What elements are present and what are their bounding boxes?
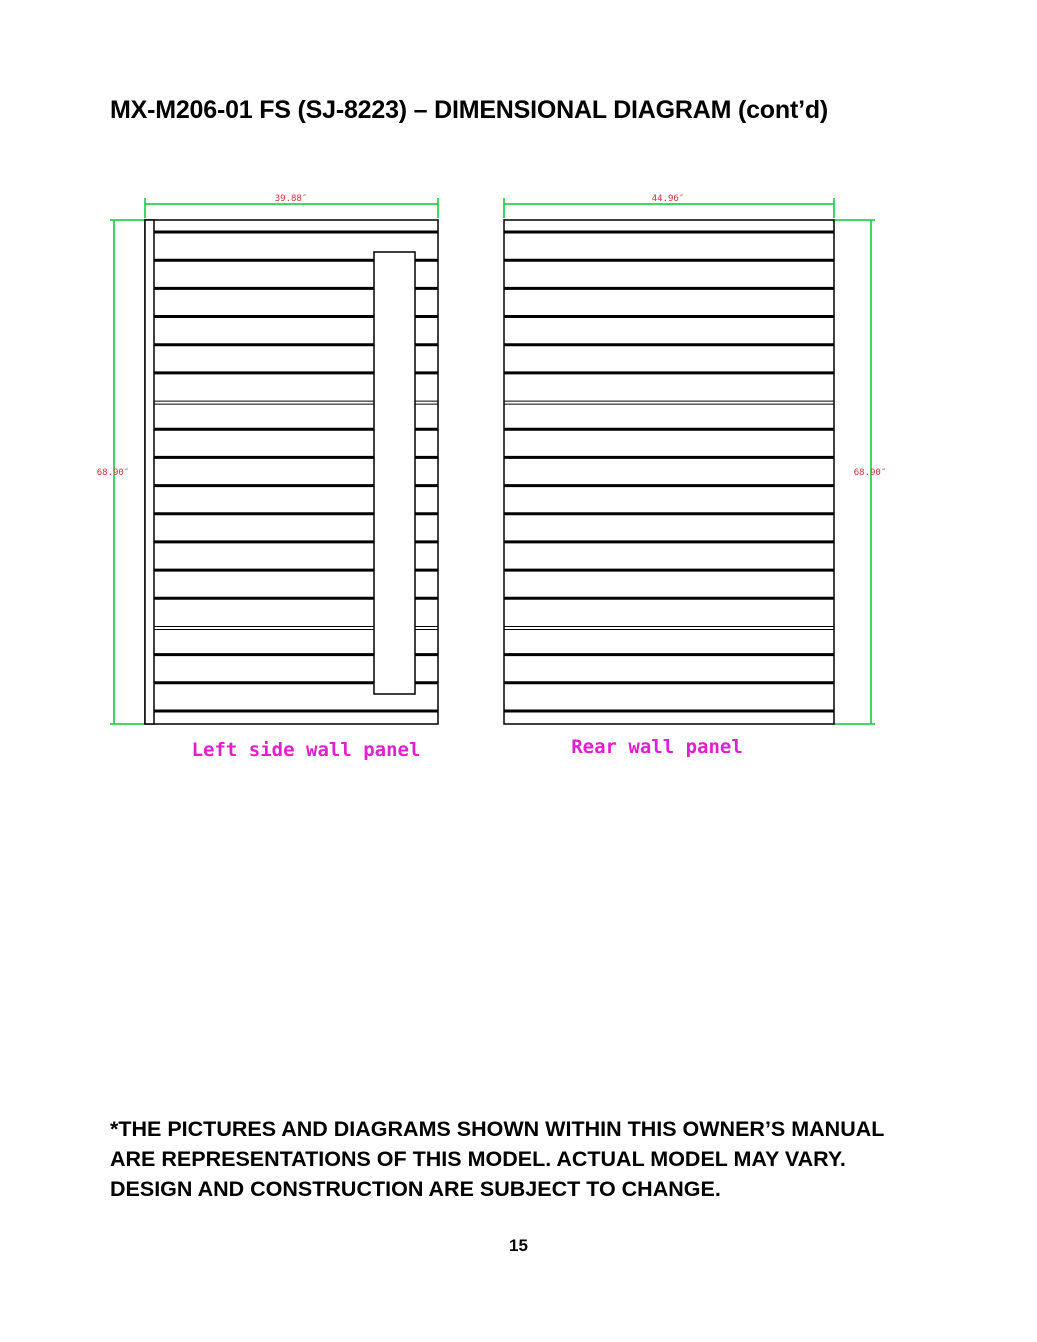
left-panel-caption: Left side wall panel [191,739,421,761]
left-side-wall-panel [97,194,438,761]
disclaimer-text: *THE PICTURES AND DIAGRAMS SHOWN WITHIN THIS OWNER’S MANUAL ARE REPRESENTATIONS OF THIS MODEL. ACTUAL MODEL MAY VARY. DESIGN AND CONSTRUCTION ARE SUBJECT TO CHANGE. [110,1117,884,1201]
rear-wall-panel [504,194,886,758]
rear-panel-caption: Rear wall panel [571,736,743,758]
left-height-label: 68.90″ [96,468,130,478]
rear-panel-outline [504,220,834,724]
left-panel-edge-strip [145,220,154,724]
rear-width-label: 44.96″ [651,194,685,204]
left-panel-vertical-frame [374,252,415,694]
page-title: MX-M206-01 FS (SJ-8223) – DIMENSIONAL DIAGRAM (cont’d) [110,96,829,124]
page-number: 15 [509,1236,528,1255]
left-width-label: 39.88″ [274,194,308,204]
rear-height-label: 68.90″ [853,468,887,478]
